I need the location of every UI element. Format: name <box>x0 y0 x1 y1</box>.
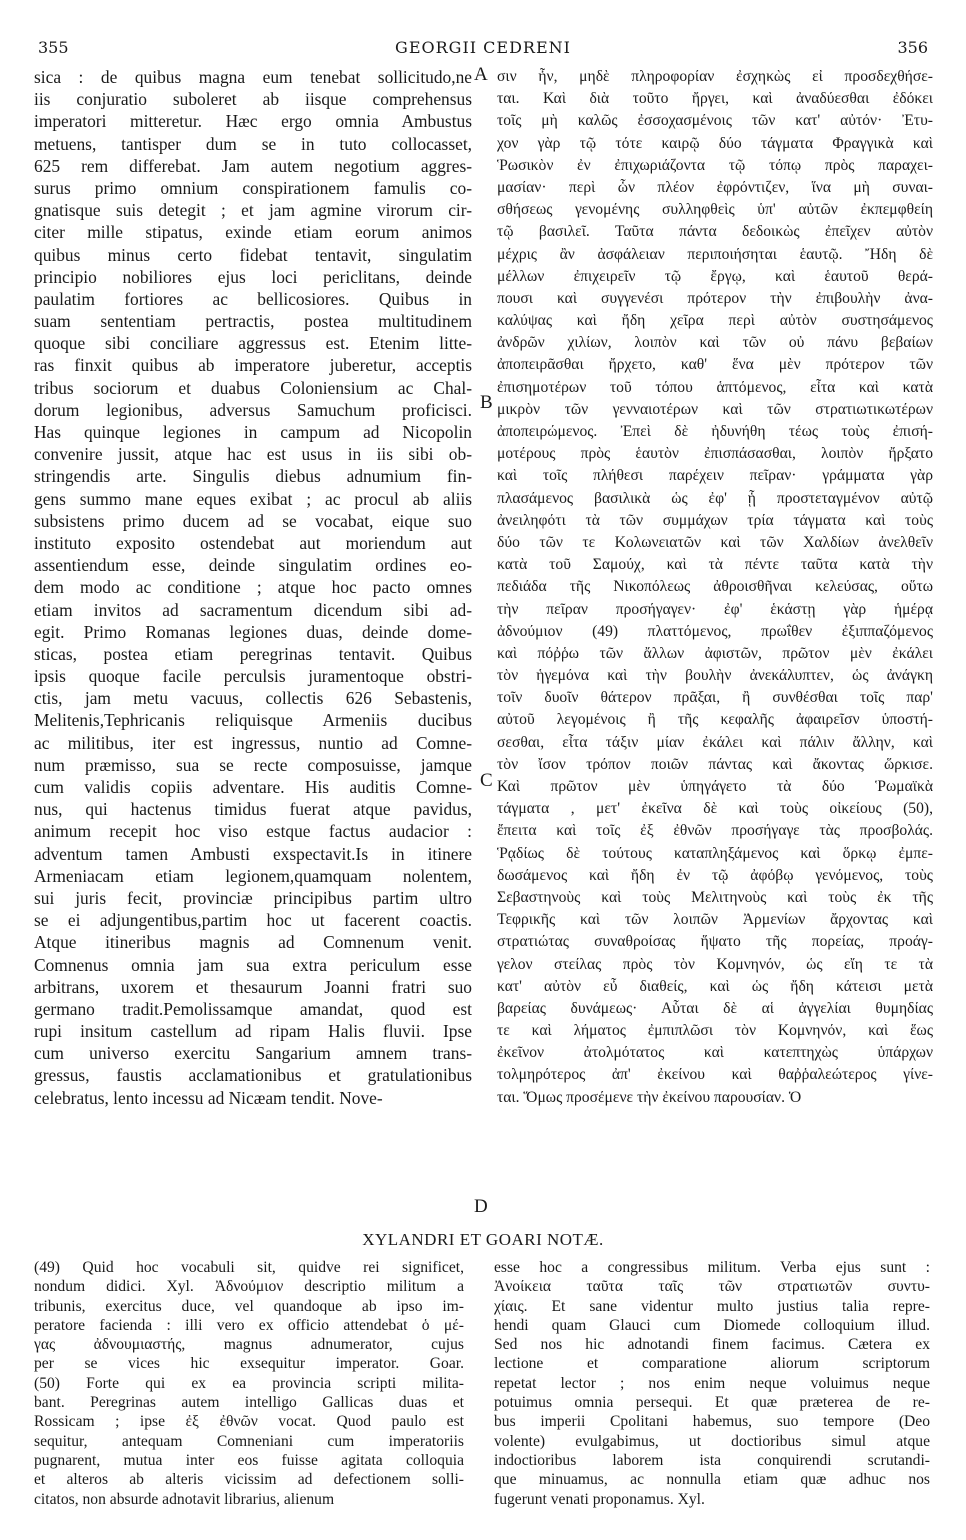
greek-text-line: τὸν ἴσον τρόπον ποιῶν πάντας καὶ ἄκοντας ὥρκισε. <box>497 755 933 773</box>
latin-text-line: stringendis arte. Singulis diebus adnumium fin- <box>34 466 472 487</box>
latin-text-line: arbitrans, uxorem et thesaurum Joanni fratri suo <box>34 976 472 997</box>
notes-right-column <box>494 1258 930 1509</box>
running-title: GEORGII CEDRENI <box>395 38 571 57</box>
note-text-line: que minuamus, ac nonnulla etiam quæ adhuc nos <box>494 1471 930 1489</box>
latin-text-line: rupi insitum castellum ad ripam Halis fluvii. Ipse <box>34 1021 472 1042</box>
latin-text-line: 625 rem differebat. Jam autem negotium aggres- <box>34 155 472 176</box>
note-text-line: fugerunt venati proponamus. Xyl. <box>494 1490 705 1508</box>
latin-text-line: suam sententiam pertractis, postea multitudinem <box>34 311 472 332</box>
latin-text-line: Melitenis,Tephricanis reliquisque Armeniis ducibus <box>34 710 472 731</box>
greek-text-line: κατὰ τοῦ Σαμούχ, καὶ τὰ πέντε ταῦτα κατὰ τὴν <box>497 556 933 574</box>
greek-text-line: ἔπειτα καὶ τοῖς ἐξ ἐθνῶν προσήγαγε τὰς προσβολάς. <box>497 822 933 840</box>
greek-text-line: τοῖν δυοῖν θάτερον πρᾶξαι, ἢ συνθέσθαι τοῖς παρ' <box>497 689 933 707</box>
greek-text-line: τολμηρότερος ἀπ' ἐκείνου καὶ θαῤῥαλεώτερος γίνε- <box>497 1066 933 1084</box>
latin-text-line: gnatisque suis detegit ; et jam agmine virorum cir- <box>34 200 472 221</box>
greek-text-line: τὸν ἡγεμόνα καὶ τὴν βουλὴν ἀνεκάλυπτεν, ὡς ἀνάγκη <box>497 667 933 685</box>
greek-text-line: σεσθαι, εἶτα τάξιν μίαν ἐκάλει καὶ πάλιν ἄλλην, καὶ <box>497 733 933 751</box>
latin-text-line: ipsis quoque facile perculsis juramentoque obstri- <box>34 666 472 687</box>
greek-column <box>497 66 933 1109</box>
greek-text-line: δωσάμενος καὶ ἤδη ἐν τῷ ἀφόβῳ γενόμενος, τοὺς <box>497 866 933 884</box>
latin-text-line: paulatim fortiores ac bellicosiores. Quibus in <box>34 288 472 309</box>
note-text-line: γας ἀδνουμιαστής, magnus adnumerator, cujus <box>34 1336 464 1354</box>
greek-text-line: μικρὸν τῶν γενναιοτέρων καὶ τῶν στρατιωτικωτέρων <box>497 400 933 418</box>
greek-text-line: τε καὶ λήματος ἐμπιπλῶσι τὸν Κομνηνόν, καὶ ἕως <box>497 1022 933 1040</box>
notes-left-column <box>34 1258 464 1509</box>
latin-text-line: quibus minus certo fidebat tentavit, singulatim <box>34 244 472 265</box>
greek-text-line: ται. Ὅμως προσέμενε τὴν ἐκείνου παρουσίαν. Ὁ <box>497 1088 802 1106</box>
greek-text-line: Τεφρικῆς καὶ τῶν λοιπῶν Ἀρμενίων ἄρχοντας καὶ <box>497 911 933 929</box>
greek-text-line: πουσι καὶ συγγενέσι πρότερον τὴν ἐπιβουλὴν ἀνα- <box>497 289 933 307</box>
note-text-line: repetat lector ; nos enim neque voluimus neque <box>494 1374 930 1392</box>
greek-text-line: ἀνδρῶν χιλίων, λοιπὸν καὶ τῶν οὐ πάνυ βεβαίων <box>497 334 933 352</box>
greek-text-line: τοῖς μὴ καλῶς ἐσσοχασμένοις τῶν κατ' αὐτόν· Ἐτυ- <box>497 112 933 130</box>
greek-text-line: τὴν πεῖραν προσήγαγεν· ἐφ' ἑκάστῃ γὰρ ἡμέρᾳ <box>497 600 933 618</box>
latin-text-line: cum validis copiis adventare. His auditis Comne- <box>34 777 472 797</box>
latin-text-line: gens summo mane eques exibat ; ac procul ab aliis <box>34 488 472 509</box>
latin-text-line: instituto exposito ostendebat aut moriendum aut <box>34 532 472 553</box>
note-text-line: tribunis, exercitus duce, vel quandoque ab ipso im- <box>34 1297 464 1315</box>
greek-text-line: πλασάμενος βασιλικὰ ὡς ἐφ' ᾗ προστεταγμένον αὐτῷ <box>497 489 933 507</box>
latin-text-line: cum universo exercitu Sangarium amnem trans- <box>34 1043 472 1064</box>
greek-text-line: καὶ πόῤῥω τῶν ἄλλων ἀφιστῶν, πρῶτον μὲν ἐκάλει <box>497 644 933 662</box>
greek-text-line: Ῥᾳδίως δὲ τούτους καταπληξάμενος καὶ ὅρκῳ ἐμπε- <box>497 844 933 862</box>
latin-text-line: germano tradit.Pemolissamque amandat, quod est <box>34 998 472 1019</box>
note-text-line: bus imperii Cpolitani habemus, suo tempore (Deo <box>494 1413 930 1431</box>
latin-text-line: imperatori mitteretur. Hæc ergo omnia Ambustus <box>34 111 472 132</box>
latin-text-line: num præmisso, sua se recte composuisse, jamque <box>34 754 472 775</box>
note-text-line: pugnarent, mutua inter eos fuisse agitata colloquia <box>34 1451 464 1469</box>
greek-text-line: τῷ βασιλεῖ. Ταῦτα πάντα δεδοικὼς ἐπεῖχεν αὐτὸν <box>497 223 933 241</box>
note-text-line: sequitur, antequam Comneniani cum imperatoriis <box>34 1432 464 1450</box>
latin-text-line: Has quinque legiones in campum ad Nicopolin <box>34 422 472 442</box>
latin-text-line: gressus, faustis acclamationibus et gratulationibus <box>34 1065 472 1086</box>
margin-letter-b: B <box>480 392 493 413</box>
note-text-line: Sed nos hic adnotandi finem facimus. Cætera ex <box>494 1336 930 1354</box>
greek-text-line: Καὶ πρῶτον μὲν ὑπηγάγετο τὰ δύο Ῥωμαϊκὰ <box>497 778 933 795</box>
greek-text-line: σιν ἦν, μηδὲ πληροφορίαν ἐσχηκὼς εἰ προσδεχθήσε- <box>497 68 933 85</box>
greek-text-line: Σεβαστηνοὺς καὶ τοὺς Μελιτηνοὺς καὶ τοὺς ἐκ τῆς <box>497 888 933 906</box>
latin-text-line: tribus sociorum et duabus Coloniensium ac Chal- <box>34 377 472 398</box>
margin-letter-d: D <box>474 1196 488 1217</box>
note-text-line: esse hoc a congressibus militum. Verba ejus sunt : <box>494 1259 930 1276</box>
note-text-line: indoctioribus laborem ista conquirendi scrutandi- <box>494 1451 930 1469</box>
latin-text-line: egit. Primo Romanas legiones duas, deinde dome- <box>34 621 472 642</box>
note-text-line: (49) Quid hoc vocabuli sit, quidve rei significet, <box>34 1259 464 1276</box>
page-number-right: 356 <box>897 38 928 57</box>
greek-text-line: ἀποπειρᾶσθαι ἤρχετο, καθ' ἕνα μὲν πρότερον τῶν <box>497 356 933 374</box>
greek-text-line: σθήσεως γενομένης συλληφθεὶς ὑπ' αὐτῶν ἐκπεμφθείη <box>497 201 933 219</box>
latin-text-line: nus, qui hactenus timidus fuerat atque pavidus, <box>34 799 472 820</box>
latin-text-line: sticas, postea etiam peregrinas tentavit. Quibus <box>34 643 472 664</box>
latin-text-line: ac militibus, iter est ingressus, nuntio ad Comne- <box>34 732 472 753</box>
note-text-line: et alteros ab alteris vicissim ad defectionem solli- <box>34 1471 464 1489</box>
latin-text-line: sui juris fecit, provinciæ principibus partim ultro <box>34 887 472 908</box>
greek-text-line: ἀδνούμιον (49) πλαττόμενος, πρωΐθεν ἐξιππαζόμενος <box>497 622 933 640</box>
latin-text-line: Armeniacam etiam legionem,quamquam nolentem, <box>34 865 472 886</box>
latin-text-line: adventum tamen Ambusti exspectavit.Is in itinere <box>34 843 472 864</box>
greek-text-line: ἀνειληφότι τὰ τῶν συμμάχων τρία τάγματα καὶ τοὺς <box>497 511 933 529</box>
latin-text-line: etiam invitos ad sacramentum dicendum sibi ad- <box>34 599 472 620</box>
greek-text-line: ἐκεῖνον ἀτολμότατος καὶ κατεπτηχὼς ὑπάρχων <box>497 1044 933 1062</box>
note-text-line: lectione et comparatione aliorum scriptorum <box>494 1355 930 1373</box>
latin-text-line: animum recepit hoc viso estque factus audacior : <box>34 821 472 842</box>
greek-text-line: καὶ τοῖς πλήθεσι παρέχειν πεῖραν· γράμματα γὰρ <box>497 467 933 485</box>
latin-text-line: Comnenus omnia jam sua extra periculum esse <box>34 954 472 975</box>
greek-text-line: ἐπισημοτέρων τοῦ τόπου ἁπτόμενος, εἶτα καὶ κατὰ <box>497 378 933 396</box>
margin-letter-c: C <box>480 770 493 791</box>
note-text-line: potuimus omnia persequi. Et quæ præterea de re- <box>494 1394 930 1412</box>
note-text-line: per se vices hic exsequitur imperator. Goar. <box>34 1355 464 1373</box>
latin-text-line: assentiendum esse, deinde singulatim ordines eo- <box>34 555 472 576</box>
greek-text-line: χον γὰρ τῷ τότε καιρῷ δύο τάγματα Φραγγικὰ καὶ <box>497 134 933 152</box>
latin-column <box>34 66 472 1109</box>
greek-text-line: ται. Καὶ διὰ τοῦτο ἤργει, καὶ ἀναδύεσθαι ἐδόκει <box>497 90 933 108</box>
greek-text-line: γελον στείλας πρὸς τὸν Κομνηνόν, ὡς εἴη τε τὰ <box>497 955 933 973</box>
latin-text-line: principio nobiliores ejus loci periclitans, deinde <box>34 266 472 287</box>
latin-text-line: metuens, tantisper dum se in tuto collocasset, <box>34 133 472 154</box>
latin-text-line: surus primo omnium conspirationem famulis co- <box>34 177 472 198</box>
latin-text-line: ras finxit quibus ab imperatore juberetur, acceptis <box>34 355 472 376</box>
greek-text-line: ἀποπειρώμενος. Ἐπεὶ δὲ ἠδυνήθη τέως τοὺς ἐπισή- <box>497 423 933 440</box>
greek-text-line: καλύψας καὶ ἤδη χεῖρα περὶ αὐτὸν συστησάμενος <box>497 312 933 330</box>
latin-text-line: citer mille stipatus, exinde etiam eorum animos <box>34 222 472 243</box>
page-number-left: 355 <box>38 38 69 57</box>
greek-text-line: μέλλων ἐπιχειρεῖν τῷ ἔργῳ, καὶ ἑαυτοῦ θερά- <box>497 267 933 285</box>
greek-text-line: μέχρις ἂν ἀσφάλειαν περιποιήσηται ἑαυτῷ. Ἤδη δὲ <box>497 245 933 263</box>
greek-text-line: κατ' αὐτὸν εὖ διαθείς, καὶ ὡς ἤδη κάτεισι μετὰ <box>497 977 933 995</box>
latin-text-line: convenire jussit, atque hac est usus in iis sibi ob- <box>34 444 472 465</box>
note-text-line: volente) evulgabimus, ut doctioribus simul atque <box>494 1432 930 1450</box>
greek-text-line: αὐτοῦ λεγομένοις ἢ τῆς κεφαλῆς ἀφαιρεῖσν ὑποστή- <box>497 711 933 729</box>
note-text-line: peratore facienda : illi vero ex officio attendebat ὁ μέ- <box>34 1316 464 1334</box>
latin-text-line: se ei adjungentibus,partim hoc ut facerent coactis. <box>34 910 472 931</box>
note-text-line: nondum didici. Xyl. Ἀδνούμιον descriptio militum a <box>34 1278 464 1296</box>
latin-text-line: quoque sibi conciliare aggressus est. Etenim litte- <box>34 333 472 354</box>
notes-heading: XYLANDRI ET GOARI NOTÆ. <box>362 1230 604 1249</box>
greek-text-line: βαρείας δυνάμεως· Αὗται δὲ αἱ ἀγγελίαι θυμηδίας <box>497 999 933 1017</box>
greek-text-line: πεδιάδα τῆς Νικοπόλεως ἀθροισθῆναι κελεύσας, οὕτω <box>497 578 933 596</box>
latin-text-line: Atque itineribus magnis ad Comnenum venit. <box>34 932 472 953</box>
note-text-line: Rossicam ; ipse ἐξ ἐθνῶν vocat. Quod paulo est <box>34 1413 464 1431</box>
note-text-line: hendi quam Glauci cum Diomede colloquium illud. <box>494 1316 930 1334</box>
latin-text-line: dorum legionibus, adversus Samuchum proficisci. <box>34 399 472 420</box>
margin-letter-a: A <box>474 64 488 85</box>
greek-text-line: Ῥωσικὸν ἐν ἐπιχωριάζοντα τῷ τόπῳ πρὸς παραχει- <box>497 156 933 174</box>
greek-text-line: δύο τῶν τε Κολωνειατῶν καὶ τῶν Χαλδίων ἀνελθεῖν <box>497 533 933 551</box>
latin-text-line: celebratus, lento incessu ad Nicæam tendit. Nove- <box>34 1087 383 1108</box>
running-header <box>38 38 928 62</box>
latin-text-line: subsistens primo ducem ad se vocabat, eique suo <box>34 510 472 531</box>
latin-text-line: ctis, jam metu vacuus, collectis 626 Sebastenis, <box>34 688 472 709</box>
greek-text-line: τάγματα , μετ' ἐκεῖνα δὲ καὶ τοὺς οἰκείους (50), <box>497 800 933 818</box>
note-text-line: citatos, non absurde adnotavit librarius, alienum <box>34 1490 335 1508</box>
greek-text-line: μασίαν· περὶ ὧν πλέον ἐφρόντιζεν, ἵνα μὴ συναι- <box>497 178 933 196</box>
greek-text-line: μοτέρους πρὸς ἑαυτὸν ἐπισπάσασθαι, λοιπὸν ἤρξατο <box>497 445 933 463</box>
greek-text-line: στρατιώτας συναθροίσας ἥψατο τῆς πορείας, προάγ- <box>497 933 933 951</box>
note-text-line: bant. Peregrinas autem intelligo Gallicas duas et <box>34 1394 464 1412</box>
note-text-line: χίαις. Et sane videntur multo justius talia repre- <box>494 1297 930 1315</box>
note-text-line: (50) Forte qui ex ea provincia scripti milita- <box>34 1374 464 1392</box>
note-text-line: Ἀνοίκεια ταῦτα ταῖς τῶν στρατιωτῶν συντυ- <box>494 1278 930 1296</box>
latin-text-line: dem modo ac conditione ; atque hoc pacto omnes <box>34 577 472 598</box>
latin-text-line: sica : de quibus magna eum tenebat sollicitudo,ne <box>34 67 472 87</box>
latin-text-line: iis conjuratio suboleret ab iisque comprehensus <box>34 89 472 110</box>
